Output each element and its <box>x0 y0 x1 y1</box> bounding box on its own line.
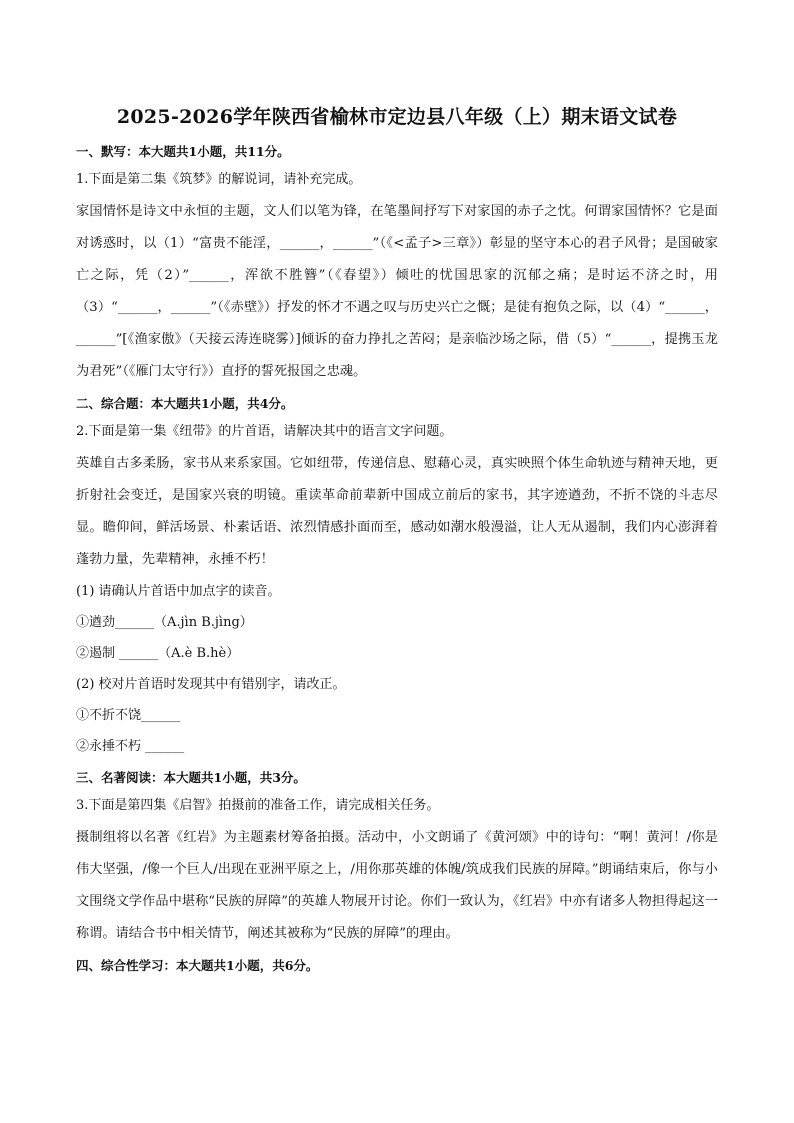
question-1: 1.下面是第二集《筑梦》的解说词，请补充完成。 <box>76 172 362 187</box>
question-3-paragraph: 摄制组将以名著《红岩》为主题素材筹备拍摄。活动中，小文朗诵了《黄河颂》中的诗句：“啊！黄河！/你是伟大坚强，/像一个巨人/出现在亚洲平原之上，/用你那英雄的体魄/筑成我们民族的屏障。”朗诵结束后，你与小文围绕文学作品中堪称“民族的屏障”的英雄人物展开讨论。你们一致认为，《红岩》中亦有诸多人物担得起这一称谓。请结合书中相关情节，阐述其被称为“民族的屏障”的理由。 <box>76 830 718 941</box>
question-2-sub-1: (1) 请确认片首语中加点字的读音。 <box>76 584 281 599</box>
question-3: 3.下面是第四集《启智》拍摄前的准备工作，请完成相关任务。 <box>76 798 440 813</box>
question-2-sub-2: (2) 校对片首语时发现其中有错别字，请改正。 <box>76 677 346 692</box>
question-2-sub-1-a: ①遒劲______（A.jìn B.jìng） <box>76 615 253 630</box>
section-heading-2: 二、综合题：本大题共1小题，共4分。 <box>76 396 294 411</box>
section-heading-4: 四、综合性学习：本大题共1小题，共6分。 <box>76 958 319 973</box>
question-2-sub-2-b: ②永捶不朽 ______ <box>76 739 185 754</box>
question-2: 2.下面是第一集《纽带》的片首语，请解决其中的语言文字问题。 <box>76 424 453 439</box>
question-2-sub-2-a: ①不折不饶______ <box>76 708 181 723</box>
section-heading-1: 一、默写：本大题共1小题，共11分。 <box>76 144 290 159</box>
question-2-sub-1-b: ②遏制 ______（A.è B.hè） <box>76 646 240 661</box>
question-2-paragraph: 英雄自古多柔肠，家书从来系家国。它如纽带，传递信息、慰藉心灵，真实映照个体生命轨迹与精神天地，更折射社会变迁，是国家兴衰的明镜。重读革命前辈新中国成立前后的家书，其字迹遒劲，不折不饶的斗志尽显。瞻仰间，鲜活场景、朴素话语、浓烈情感扑面而至，感动如潮水般漫溢，让人无从遏制，我们内心澎湃着蓬勃力量，先辈精神，永捶不朽！ <box>76 456 718 567</box>
section-heading-3: 三、名著阅读：本大题共1小题，共3分。 <box>76 770 306 785</box>
question-1-paragraph: 家国情怀是诗文中永恒的主题，文人们以笔为锋，在笔墨间抒写下对家国的赤子之忱。何谓家国情怀？它是面对诱惑时，以（1）“富贵不能淫，______，______”（《<孟子>三章》）彰显的坚守本心的君子风骨；是国破家亡之际，凭（2）”______，浑欲不胜簪”（《春望》）倾吐的忧国思家的沉郁之痛；是时运不济之时，用（3）“______，______”（《赤壁》）抒发的怀才不遇之叹与历史兴亡之慨；是徒有抱负之际，以（4）“______，______”[《渔家傲》（天接云涛连晓雾）]倾诉的奋力挣扎之苦闷；是亲临沙场之际，借（5）“______，提携玉龙为君死”（《雁门太守行》）直抒的誓死报国之忠魂。 <box>76 204 718 379</box>
page-title: 2025-2026学年陕西省榆林市定边县八年级（上）期末语文试卷 <box>116 106 678 128</box>
